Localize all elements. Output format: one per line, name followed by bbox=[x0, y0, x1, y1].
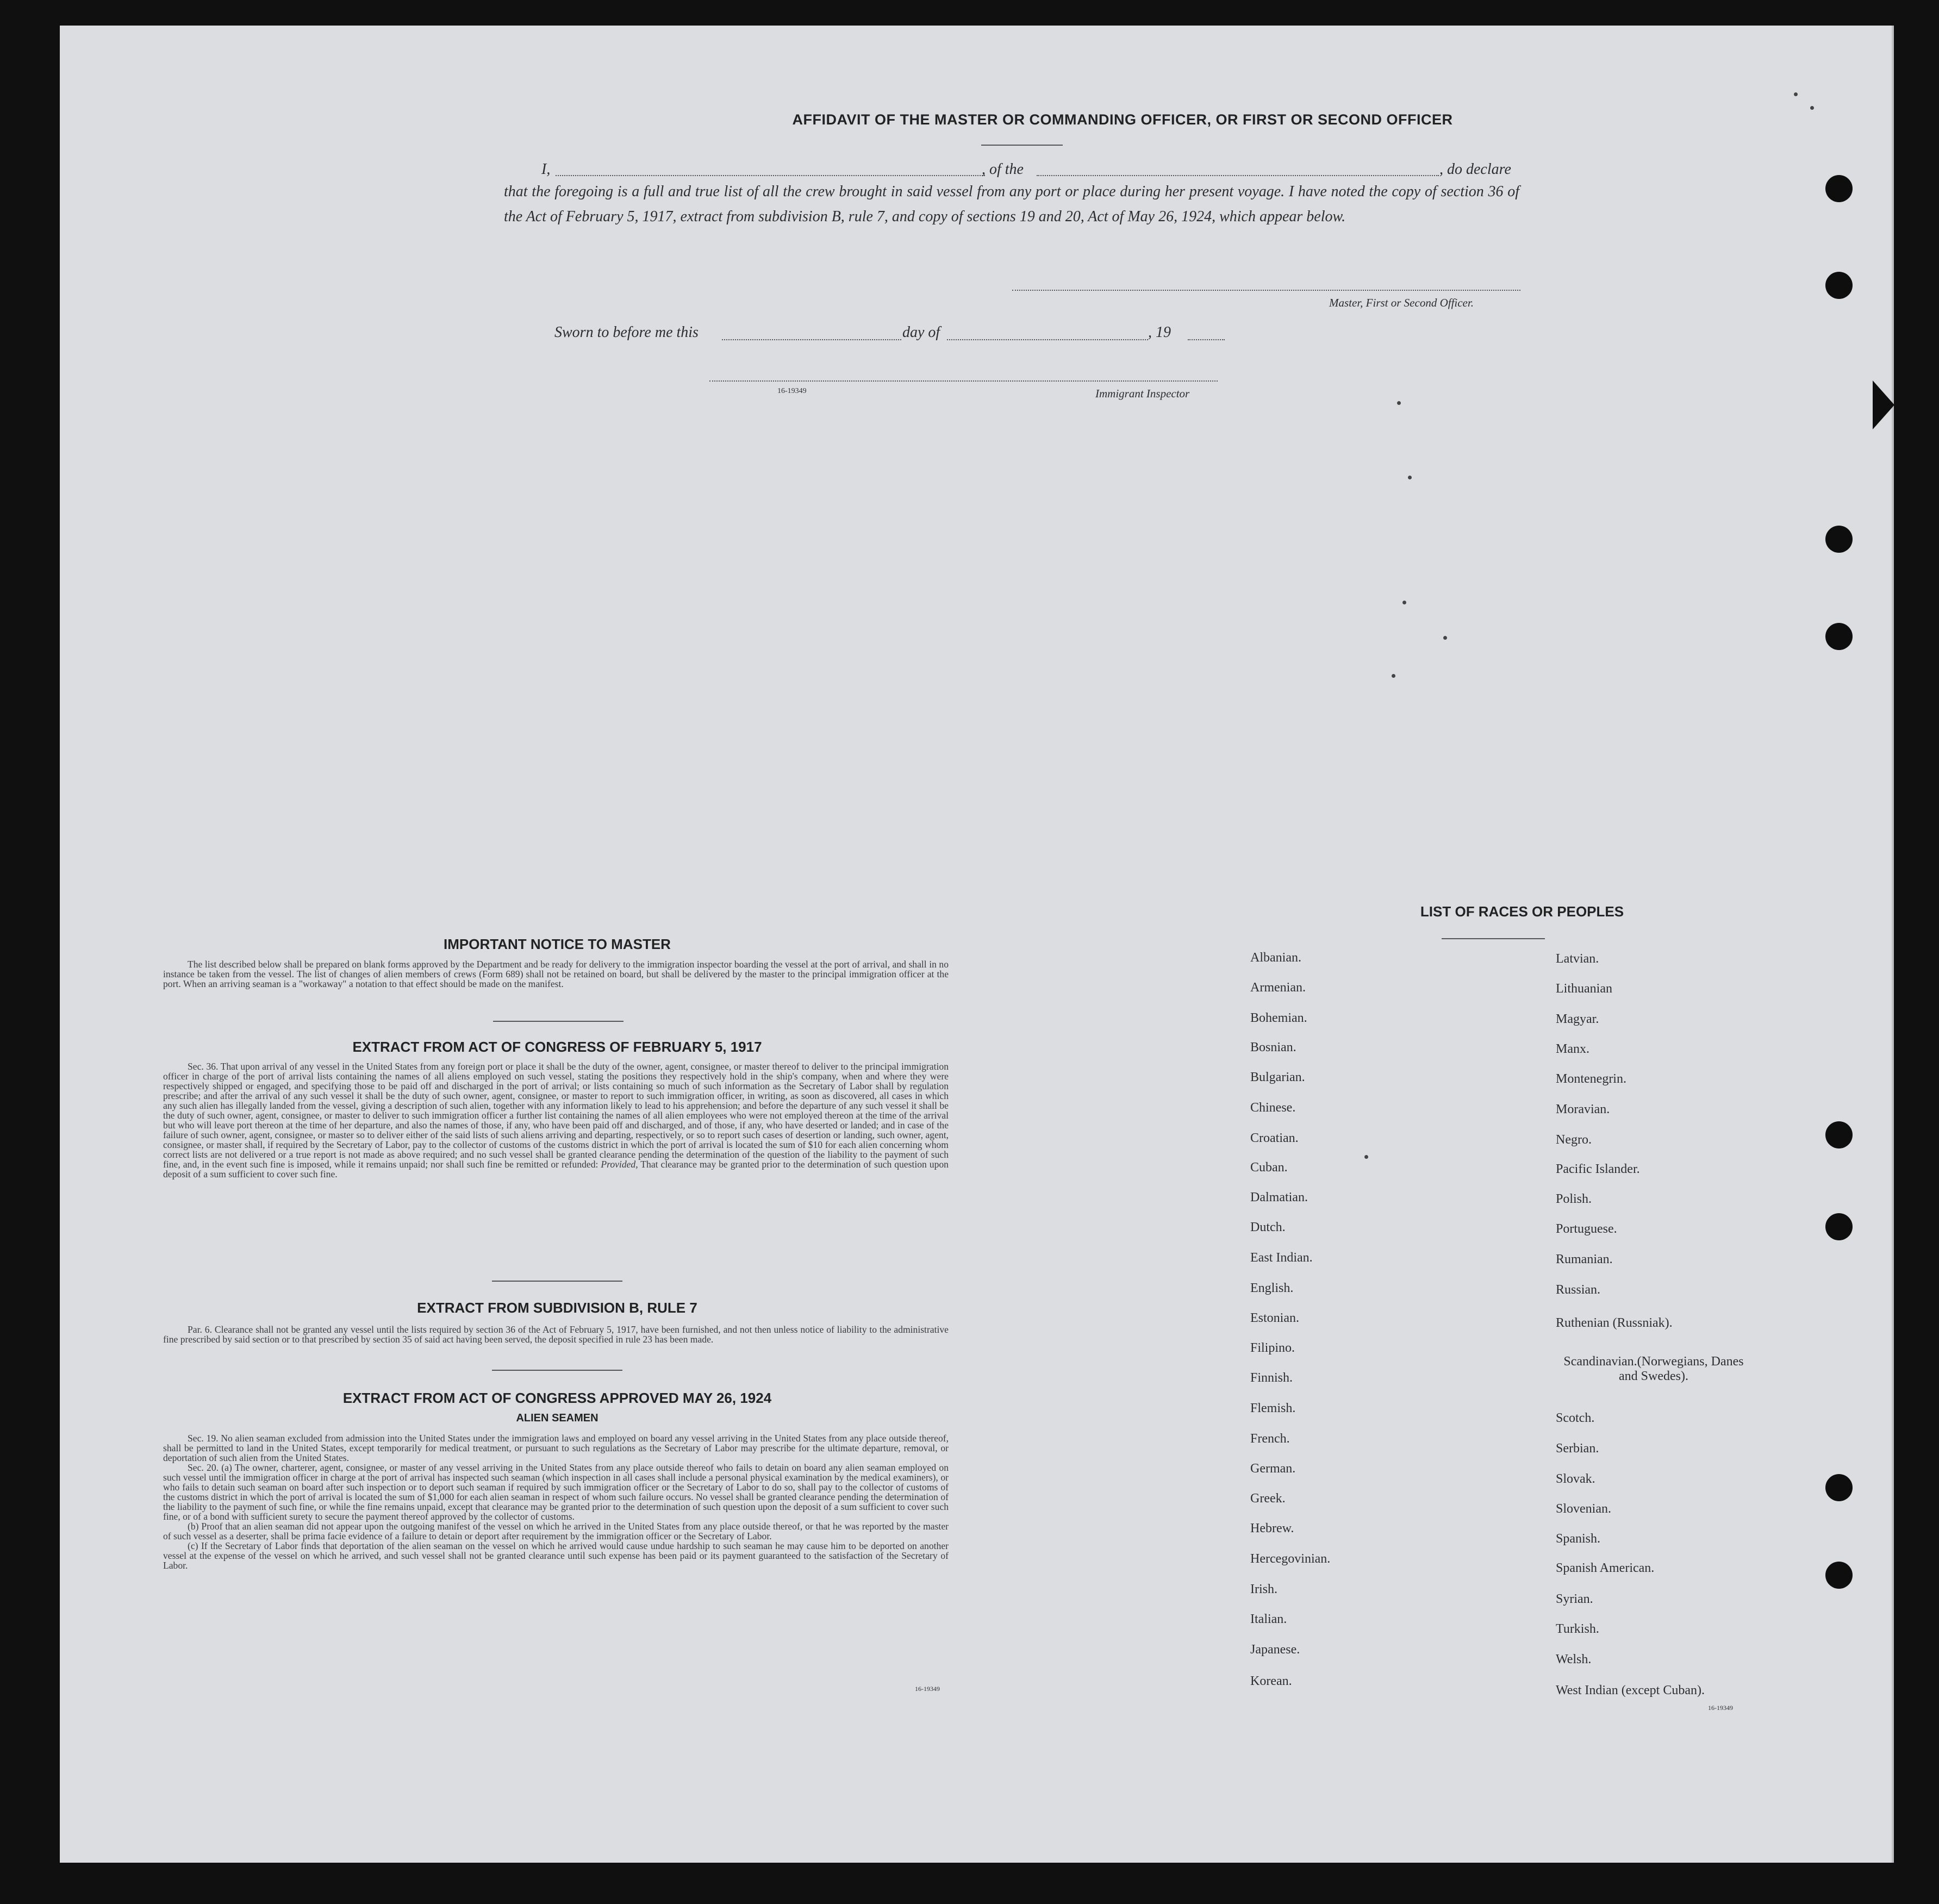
page-edge bbox=[1892, 26, 1894, 1863]
sec-20c-paragraph: (c) If the Secretary of Labor finds that deportation of the alien seaman on the vessel on which he arrived would cause undue hardship to such seaman he may cause him to be deported on another vessel at the expense of the vessel on which he arrived, and such vessel shall not be granted clearance until such expense has been paid or its payment guaranteed to the satisfaction of the Secretary of Labor. bbox=[163, 1540, 949, 1571]
speck bbox=[1397, 401, 1401, 405]
extract-1917-text bbox=[163, 1062, 949, 1179]
race-item: Spanish. bbox=[1556, 1532, 1601, 1546]
divider bbox=[492, 1370, 622, 1371]
affiant-prefix: I, bbox=[541, 161, 551, 178]
races-title: LIST OF RACES OR PEOPLES bbox=[1420, 903, 1624, 920]
sworn-year: , 19 bbox=[1148, 324, 1171, 341]
race-item: Croatian. bbox=[1250, 1131, 1299, 1145]
punch-hole bbox=[1825, 1121, 1853, 1148]
race-item: Greek. bbox=[1250, 1491, 1286, 1506]
race-item: Cuban. bbox=[1250, 1160, 1288, 1175]
race-item: Pacific Islander. bbox=[1556, 1162, 1640, 1176]
race-item: Lithuanian bbox=[1556, 982, 1612, 996]
speck bbox=[1408, 476, 1412, 479]
race-item: West Indian (except Cuban). bbox=[1556, 1683, 1705, 1697]
notice-text bbox=[163, 959, 949, 989]
race-item: Bohemian. bbox=[1250, 1011, 1307, 1025]
race-item: Finnish. bbox=[1250, 1371, 1293, 1385]
race-item: Dalmatian. bbox=[1250, 1190, 1308, 1204]
proviso-word: Provided, bbox=[601, 1159, 638, 1170]
race-item: Japanese. bbox=[1250, 1643, 1300, 1657]
race-item: Irish. bbox=[1250, 1582, 1277, 1596]
inspector-label: Immigrant Inspector bbox=[1095, 387, 1190, 400]
race-item: Scandinavian.(Norwegians, Danes and Swedes). bbox=[1563, 1354, 1744, 1383]
race-item: Portuguese. bbox=[1556, 1222, 1617, 1236]
affiant-name-field[interactable] bbox=[556, 175, 985, 176]
officer-signature-label: Master, First or Second Officer. bbox=[1329, 296, 1474, 309]
form-number: 16-19349 bbox=[1708, 1704, 1733, 1712]
race-item: Bosnian. bbox=[1250, 1040, 1296, 1054]
race-item: Rumanian. bbox=[1556, 1252, 1613, 1266]
punch-hole bbox=[1825, 1474, 1853, 1501]
vessel-name-field[interactable] bbox=[1037, 175, 1439, 176]
speck bbox=[1810, 106, 1814, 110]
race-item: Slovenian. bbox=[1556, 1502, 1611, 1516]
speck bbox=[1402, 601, 1406, 604]
speck bbox=[1364, 1155, 1368, 1159]
sworn-day-of: day of bbox=[902, 324, 940, 341]
sec-20a-paragraph: Sec. 20. (a) The owner, charterer, agent, consignee, or master of any vessel arriving in the United States from any place outside thereof who fails to detain on board any alien seaman employed on such vessel until the immigration officer in charge at the port of arrival has inspected such seaman (which inspection in all cases shall include a personal physical examination by the medical examiners), or who fails to detain such seaman on board after such inspection or to deport such seaman if required by such immigration officer or the Secretary of Labor to do so, shall pay to the collector of customs of the customs district in which the port of arrival is located the sum of $1,000 for each alien seaman in respect of whom such failure occurs. No vessel shall be granted clearance pending the determination of the liability to the payment of such fine, or while the fine remains unpaid, except that clearance may be granted prior to the determination of such question upon the deposit of a sum sufficient to cover such fine, or of a bond with sufficient surety to secure the payment thereof approved by the collector of customs. bbox=[163, 1462, 949, 1522]
race-item: Syrian. bbox=[1556, 1592, 1593, 1606]
race-item: Welsh. bbox=[1556, 1652, 1592, 1666]
race-item: Moravian. bbox=[1556, 1102, 1610, 1116]
race-item: Armenian. bbox=[1250, 981, 1306, 995]
of-the-text: , of the bbox=[982, 161, 1024, 178]
sworn-month-field[interactable] bbox=[947, 339, 1148, 340]
sworn-prefix: Sworn to before me this bbox=[554, 324, 699, 341]
race-item: Magyar. bbox=[1556, 1012, 1599, 1026]
extract-rule7-text bbox=[163, 1325, 949, 1344]
punch-hole bbox=[1825, 1213, 1853, 1240]
proviso-text: That clearance may be granted prior to the determination of such question upon deposit of a sum sufficient to cover such fine. bbox=[163, 1159, 949, 1179]
race-item: Ruthenian (Russniak). bbox=[1556, 1316, 1673, 1330]
races-underline bbox=[1442, 938, 1545, 939]
race-item: Italian. bbox=[1250, 1612, 1287, 1626]
punch-hole bbox=[1825, 623, 1853, 650]
race-item: Hercegovinian. bbox=[1250, 1552, 1331, 1566]
race-item: Montenegrin. bbox=[1556, 1072, 1626, 1086]
extract-1924-text bbox=[163, 1433, 949, 1570]
race-item: East Indian. bbox=[1250, 1251, 1313, 1265]
race-item: German. bbox=[1250, 1462, 1296, 1476]
section-36-body: Sec. 36. That upon arrival of any vessel in the United States from any foreign port or place it shall be the duty of the owner, agent, consignee, or master thereof to deliver to the principal immigration officer in charge of the port of arrival lists containing the names of all aliens employed on such vessel, stating the positions they respectively hold in the ship's company, when and where they were respectively shipped or engaged, and specifying those to be paid off and discharged in the port of arrival; or lists containing so much of such information as the Secretary of Labor shall by regulation prescribe; and after the arrival of any such vessel it shall be the duty of such owner, agent, consignee, or master to report to such immigration officer, in writing, as soon as discovered, all cases in which any such alien has illegally landed from the vessel, giving a description of such alien, together with any information likely to lead to his apprehension; and before the departure of any such vessel it shall be the duty of such owner, agent, consignee, or master to deliver to such immigration officer a further list containing the names of all alien employees who were not employed thereon at the time of the arrival but who will leave port thereon at the time of her departure, and also the names of those, if any, who have been paid off and discharged, and of those, if any, who have deserted or landed; and in case of the failure of such owner, agent, consignee, or master so to deliver either of the said lists of such aliens arriving and departing, respectively, or so to report such cases of desertion or landing, such owner, agent, consignee, or master shall, if required by the Secretary of Labor, pay to the collector of customs of the customs district in which the port of arrival is located the sum of $10 for each alien concerning whom correct lists are not delivered or a true report is not made as above required; and no such vessel shall be granted clearance pending the determination of the question of the liability to the payment of such fine, and, in the event such fine is imposed, while it remains unpaid; nor shall such fine be remitted or refunded: bbox=[163, 1061, 949, 1170]
sec-20b-paragraph: (b) Proof that an alien seaman did not appear upon the outgoing manifest of the vessel on which he arrived in the United States from any place outside thereof, or that he was reported by the master of such vessel as a deserter, shall be prima facie evidence of a failure to detain or deport after requirement by the immigration officer or the Secretary of Labor. bbox=[163, 1521, 949, 1541]
race-item: Filipino. bbox=[1250, 1341, 1295, 1355]
affidavit-paragraph: that the foregoing is a full and true list of all the crew brought in said vessel from any port or place during her present voyage. I have noted the copy of section 36 of the Act of February 5, 1917, extract from subdivision B, rule 7, and copy of sections 19 and 20, Act of May 26, 1924, which appear below. bbox=[504, 183, 1519, 225]
extract-1917-title: EXTRACT FROM ACT OF CONGRESS OF FEBRUARY 5, 1917 bbox=[352, 1039, 762, 1055]
race-item: Flemish. bbox=[1250, 1401, 1296, 1415]
notice-title: IMPORTANT NOTICE TO MASTER bbox=[444, 936, 671, 952]
race-item: English. bbox=[1250, 1281, 1294, 1295]
speck bbox=[1443, 636, 1447, 640]
par-6-paragraph: Par. 6. Clearance shall not be granted any vessel until the lists required by section 36 of the Act of February 5, 1917, have been furnished, and not then unless notice of liability to the administrative fine prescribed by said section or to that prescribed by section 35 of said act having been served, the deposit specified in rule 23 has been made. bbox=[163, 1324, 949, 1345]
speck bbox=[1392, 674, 1395, 678]
race-item: Korean. bbox=[1250, 1674, 1292, 1688]
do-declare-text: , do declare bbox=[1439, 161, 1511, 178]
race-item: Albanian. bbox=[1250, 951, 1301, 965]
punch-hole bbox=[1825, 272, 1853, 299]
sworn-year-field[interactable] bbox=[1188, 339, 1225, 340]
race-item: Polish. bbox=[1556, 1192, 1592, 1206]
race-item: French. bbox=[1250, 1432, 1290, 1446]
race-item: Latvian. bbox=[1556, 952, 1599, 966]
race-item: Estonian. bbox=[1250, 1311, 1299, 1325]
divider bbox=[493, 1021, 624, 1022]
race-item: Dutch. bbox=[1250, 1220, 1286, 1234]
punch-hole bbox=[1825, 526, 1853, 553]
race-item: Bulgarian. bbox=[1250, 1070, 1305, 1084]
divider bbox=[492, 1281, 622, 1282]
race-item: Slovak. bbox=[1556, 1472, 1595, 1486]
sworn-day-field[interactable] bbox=[722, 339, 901, 340]
form-number: 16-19349 bbox=[915, 1685, 940, 1693]
punch-hole bbox=[1825, 175, 1853, 202]
punch-hole bbox=[1825, 1562, 1853, 1589]
race-item: Manx. bbox=[1556, 1042, 1589, 1056]
alien-seamen-subtitle: ALIEN SEAMEN bbox=[516, 1412, 598, 1424]
race-item: Hebrew. bbox=[1250, 1521, 1294, 1535]
officer-signature-field[interactable] bbox=[1012, 290, 1520, 291]
section-36-paragraph bbox=[163, 1062, 949, 1179]
edge-notch bbox=[1873, 380, 1894, 429]
race-item: Turkish. bbox=[1556, 1622, 1599, 1636]
notice-paragraph: The list described below shall be prepared on blank forms approved by the Department and be ready for delivery to the immigration inspector boarding the vessel at the port of arrival, and shall in no instance be taken from the vessel. The list of changes of alien members of crews (Form 689) shall not be retained on board, but shall be delivered by the master to the principal immigration officer at the port. When an arriving seaman is a "workaway" a notation to that effect should be made on the manifest. bbox=[163, 959, 949, 989]
extract-1924-title: EXTRACT FROM ACT OF CONGRESS APPROVED MAY 26, 1924 bbox=[342, 1390, 772, 1406]
form-number: 16-19349 bbox=[777, 387, 807, 395]
speck bbox=[1794, 92, 1798, 96]
race-item: Serbian. bbox=[1556, 1441, 1599, 1456]
extract-rule7-title: EXTRACT FROM SUBDIVISION B, RULE 7 bbox=[417, 1300, 697, 1316]
race-item: Negro. bbox=[1556, 1133, 1592, 1147]
race-item: Chinese. bbox=[1250, 1101, 1296, 1115]
affidavit-title: AFFIDAVIT OF THE MASTER OR COMMANDING OFFICER, OR FIRST OR SECOND OFFICER bbox=[792, 111, 1453, 128]
race-item: Spanish American. bbox=[1556, 1561, 1655, 1575]
race-item: Russian. bbox=[1556, 1283, 1601, 1297]
inspector-signature-field[interactable] bbox=[709, 380, 1218, 382]
sec-19-paragraph: Sec. 19. No alien seaman excluded from admission into the United States under the immigration laws and employed on board any vessel arriving in the United States from any place outside thereof, shall be permitted to land in the United States, except temporarily for medical treatment, or pursuant to such regulations as the Secretary of Labor may prescribe for the ultimate departure, removal, or deportation of such alien from the United States. bbox=[163, 1433, 949, 1463]
race-item: Scotch. bbox=[1556, 1411, 1595, 1425]
title-underline bbox=[981, 145, 1063, 146]
